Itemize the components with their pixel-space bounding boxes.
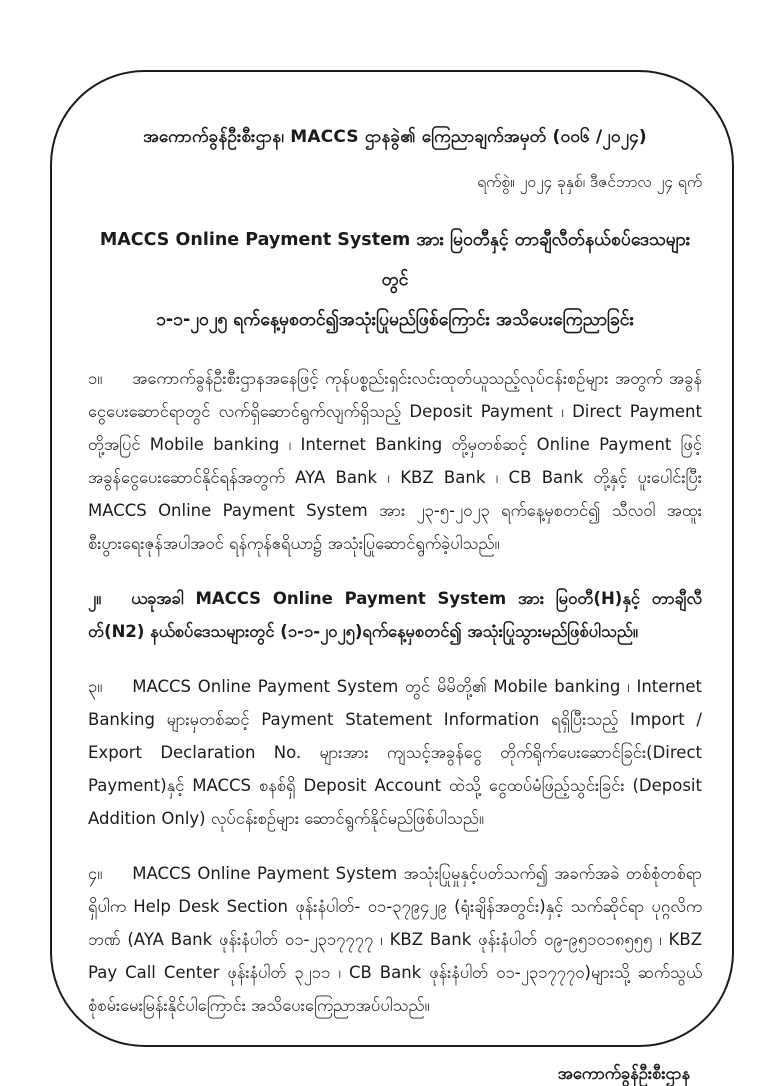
paragraph-1-text: အကောက်ခွန်ဦးစီးဌာနအနေဖြင့် ကုန်ပစ္စည်းရှင်းလင်းထုတ်ယူသည့်လုပ်ငန်းစဉ်များ အတွက် အခွန်ငွေပေးဆောင်ရာတွင် လက်ရှိဆောင်ရွက်လျက်ရှိသည့် Deposit Payment ၊ Direct Payment တို့အပြင် Mobile banking ၊ Internet Banking တို့မှတစ်ဆင့် Online Payment ဖြင့် အခွန်ငွေပေးဆောင်နိုင်ရန်အတွက် AYA Bank ၊ KBZ Bank ၊ CB Bank တို့နှင့် ပူးပေါင်းပြီး MACCS Online Payment System အား ၂၃-၅-၂၀၂၃ ရက်နေ့မှစတင်၍ သီလဝါ အထူးစီးပွားရေးဇုန်အပါအဝင် ရန်ကုန်ဧရိယာ၌ အသုံးပြုဆောင်ရွက်ခဲ့ပါသည်။ xyxy=(88,369,702,553)
paragraph-4-text: MACCS Online Payment System အသုံးပြုမှုနှင့်ပတ်သက်၍ အခက်အခဲ တစ်စုံတစ်ရာရှိပါက Help Desk Section ဖုန်းနံပါတ်- ၀၁-၃၇၉၄၂၉ (ရုံးချိန်အတွင်း)နှင့် သက်ဆိုင်ရာ ပုဂ္ဂလိကဘဏ် (AYA Bank ဖုန်းနံပါတ် ၀၁-၂၃၁၇၇၇၇ ၊ KBZ Bank ဖုန်းနံပါတ် ၀၉-၉၅၁၀၁၈၅၅၅ ၊ KBZ Pay Call Center ဖုန်းနံပါတ် ၃၂၁၁ ၊ CB Bank ဖုန်းနံပါတ် ၀၁-၂၃၁၇၇၇၀)များသို့ ဆက်သွယ်စုံစမ်းမေးမြန်းနိုင်ပါကြောင်း အသိပေးကြေညာအပ်ပါသည်။ xyxy=(88,864,702,1015)
subject-line-1: MACCS Online Payment System အား မြဝတီနှင့် တာချီလီတ်နယ်စပ်ဒေသများတွင် xyxy=(99,230,691,290)
document-subject-heading xyxy=(88,220,702,340)
paragraph-2 xyxy=(88,582,702,648)
document-date-line: ရက်စွဲ။ ၂၀၂၄ ခုနှစ်၊ ဒီဇင်ဘာလ ၂၄ ရက် xyxy=(477,173,702,191)
paragraph-2-text: ယခုအခါ MACCS Online Payment System အား မြဝတီ(H)နှင့် တာချီလီတ်(N2) နယ်စပ်ဒေသများတွင် (၁-၁-၂၀၂၅)ရက်နေ့မှစတင်၍ အသုံးပြုသွားမည်ဖြစ်ပါသည်။ xyxy=(88,589,702,641)
announcement-document xyxy=(50,70,734,1083)
paragraph-4 xyxy=(88,857,702,1022)
paragraph-4-number: ၄။ xyxy=(88,864,103,883)
paragraph-2-number: ၂။ xyxy=(88,589,102,608)
paragraph-1-number: ၁။ xyxy=(88,369,103,388)
paragraph-3 xyxy=(88,670,702,835)
document-title: အကောက်ခွန်ဦးစီးဌာန၊ MACCS ဌာနခွဲ၏ ကြေညာချက်အမှတ် (၀၀၆ /၂၀၂၄) xyxy=(143,127,647,147)
signature-line: အကောက်ခွန်ဦးစီးဌာန xyxy=(557,1064,690,1083)
subject-line-2: ၁-၁-၂၀၂၅ ရက်နေ့မှစတင်၍အသုံးပြုမည်ဖြစ်ကြောင်း အသိပေးကြေညာခြင်း xyxy=(156,310,634,330)
paragraph-3-number: ၃။ xyxy=(88,677,103,696)
paragraph-1 xyxy=(88,362,702,560)
paragraph-3-text: MACCS Online Payment System တွင် မိမိတို့၏ Mobile banking ၊ Internet Banking များမှတစ်ဆင့် Payment Statement Information ရရှိပြီးသည့် Import / Export Declaration No. များအား ကျသင့်အခွန်ငွေ တိုက်ရိုက်ပေးဆောင်ခြင်း(Direct Payment)နှင့် MACCS စနစ်ရှိ Deposit Account ထဲသို့ ငွေထပ်မံဖြည့်သွင်းခြင်း (Deposit Addition Only) လုပ်ငန်းစဉ်များ ဆောင်ရွက်နိုင်မည်ဖြစ်ပါသည်။ xyxy=(88,677,702,828)
